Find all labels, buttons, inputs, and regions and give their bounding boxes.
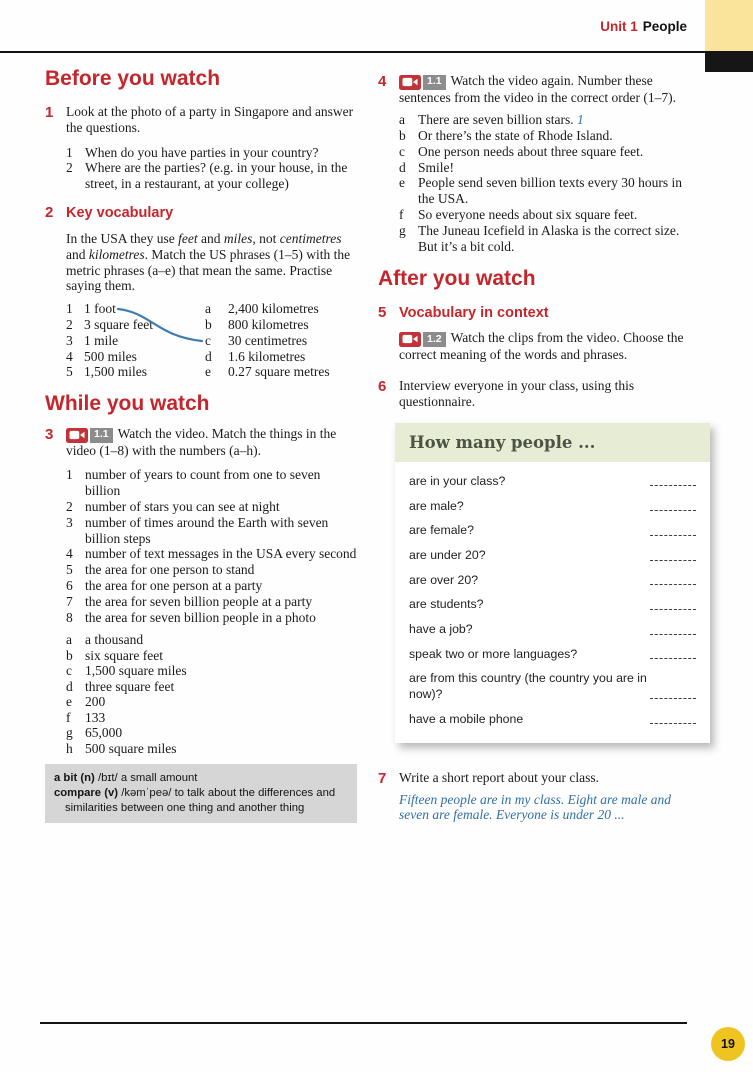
header-rule: [0, 51, 753, 53]
answer-line: [650, 608, 696, 610]
exercise-5: [378, 304, 693, 362]
exercise-4-instruction: 1.1 Watch the video again. Number these sentences from the video in the correct order (1–7).: [399, 73, 677, 105]
exercise-3-options: [66, 632, 357, 756]
video-camera-icon: [66, 428, 88, 443]
exercise-3-instruction: 1.1 Watch the video. Match the things in the video (1–8) with the numbers (a–h).: [66, 426, 337, 458]
exercise-7-instruction: Write a short report about your class.: [399, 769, 600, 785]
list-item: 7 the area for seven billion people at a party: [66, 593, 313, 609]
answer-line: [650, 633, 696, 635]
questionnaire-header: [395, 423, 710, 462]
questionnaire-row: are in your class?: [409, 469, 696, 494]
option-item: e 200: [66, 694, 106, 710]
answer-line: [650, 484, 696, 486]
exercise-3: [45, 426, 357, 756]
question-item: 1 When do you have parties in your country?: [66, 144, 319, 160]
section-title-before-you-watch: Before you watch: [45, 67, 221, 90]
matching-exercise: [66, 301, 357, 380]
list-item: 6 the area for one person at a party: [66, 578, 263, 594]
list-item: 8 the area for seven billion people in a photo: [66, 609, 316, 625]
match-row: 1 1 foot a 2,400 kilometres: [66, 301, 319, 317]
page-number-badge: [711, 1027, 745, 1061]
questionnaire-row: speak two or more languages?: [409, 642, 696, 667]
vocabulary-box: [45, 764, 357, 823]
vocab-entry: a bit (n) /bɪt/ a small amount: [54, 772, 198, 785]
list-item: 5 the area for one person to stand: [66, 562, 255, 578]
video-badge: [399, 75, 446, 90]
option-item: g 65,000: [66, 725, 123, 741]
video-camera-icon: [399, 332, 421, 347]
questionnaire-row: are from this country (the country you are in now)?: [409, 667, 696, 707]
exercise-number: 4: [378, 73, 387, 90]
questionnaire-body: [395, 462, 710, 742]
video-badge: [399, 332, 446, 347]
exercise-number: 3: [45, 426, 54, 444]
page-number: 19: [721, 1037, 735, 1051]
questionnaire-row: are under 20?: [409, 543, 696, 568]
section-title-after-you-watch: After you watch: [378, 267, 536, 291]
answer-line: [650, 559, 696, 561]
exercise-1: [45, 104, 357, 192]
option-item: d three square feet: [66, 678, 175, 694]
exercise-5-instruction: 1.2 Watch the clips from the video. Choose the correct meaning of the words and phrases.: [399, 330, 684, 362]
exercise-1-instruction: Look at the photo of a party in Singapore and answer the questions.: [66, 104, 354, 135]
list-item: 1 number of years to count from one to seven billion: [66, 467, 321, 499]
exercise-number: 5: [378, 304, 387, 322]
unit-tab-black: [705, 53, 753, 72]
sentence-item: a There are seven billion stars. 1: [399, 112, 584, 128]
sentence-item: g The Juneau Icefield in Alaska is the correct size. But it’s a bit cold.: [399, 222, 680, 254]
ipa: /kəmˈpeə/: [121, 787, 172, 800]
option-item: h 500 square miles: [66, 740, 177, 756]
questionnaire-title: How many people ...: [409, 433, 596, 453]
exercise-2: [45, 204, 357, 380]
exercise-4-items: [399, 112, 693, 254]
match-row: 5 1,500 miles e 0.27 square metres: [66, 364, 330, 380]
exercise-number: 7: [378, 769, 387, 787]
answer-line: [650, 697, 696, 699]
unit-title: People: [642, 19, 687, 34]
exercise-6: [378, 378, 693, 410]
ipa: /bɪt/: [97, 772, 118, 785]
list-item: 2 number of stars you can see at night: [66, 499, 280, 515]
right-column: [378, 68, 693, 823]
questionnaire-row: have a mobile phone: [409, 707, 696, 732]
option-item: c 1,500 square miles: [66, 663, 187, 679]
video-badge: [66, 428, 113, 443]
answer-line: [650, 657, 696, 659]
option-item: b six square feet: [66, 647, 163, 663]
answer-line: [650, 583, 696, 585]
option-item: a a thousand: [66, 632, 144, 648]
clip-number-badge: 1.2: [423, 332, 446, 347]
questionnaire-row: are male?: [409, 494, 696, 519]
questionnaire-card: [395, 423, 710, 742]
exercise-2-title: Key vocabulary: [66, 204, 174, 221]
sentence-item: d Smile!: [399, 159, 454, 175]
exercise-number: 1: [45, 104, 54, 121]
exercise-3-items: [66, 467, 357, 625]
exercise-4: [378, 73, 693, 254]
sentence-item: c One person needs about three square feet.: [399, 143, 644, 159]
questionnaire-row: have a job?: [409, 617, 696, 642]
unit-tab-yellow: [705, 0, 753, 51]
sentence-item: e People send seven billion texts every 30 hours in the USA.: [399, 175, 682, 207]
unit-header: [600, 19, 687, 34]
sentence-item: b Or there’s the state of Rhode Island.: [399, 128, 613, 144]
questionnaire-row: are students?: [409, 593, 696, 618]
section-title-while-you-watch: While you watch: [45, 392, 210, 416]
question-item: 2 Where are the parties? (e.g. in your house, in the street, in a restaurant, at your college): [66, 160, 348, 192]
questionnaire-row: are female?: [409, 519, 696, 544]
option-item: f 133: [66, 709, 106, 725]
answer-line: [650, 722, 696, 724]
list-item: 4 number of text messages in the USA every second: [66, 546, 357, 562]
unit-label: Unit 1: [600, 19, 638, 34]
questionnaire-row: are over 20?: [409, 568, 696, 593]
clip-number-badge: 1.1: [90, 428, 113, 443]
left-column: [45, 68, 357, 823]
exercise-6-instruction: Interview everyone in your class, using this questionnaire.: [399, 377, 635, 409]
exercise-number: 6: [378, 377, 387, 395]
vocab-entry: compare (v) /kəmˈpeə/ to talk about the differences and similarities between one thing and another thing: [54, 787, 336, 814]
match-row: 3 1 mile c 30 centimetres: [66, 332, 308, 348]
clip-number-badge: 1.1: [423, 75, 446, 90]
exercise-number: 2: [45, 203, 54, 221]
exercise-5-title: Vocabulary in context: [399, 305, 549, 322]
exercise-2-instruction: In the USA they use feet and miles, not centimetres and kilometres. Match the US phrases (1–5) with the metric phrases (a–e) that mean the same. Practise saying them.: [66, 230, 351, 294]
sentence-item: f So everyone needs about six square feet.: [399, 207, 638, 223]
model-answer: Fifteen people are in my class. Eight are male and seven are female. Everyone is under 20 ...: [399, 791, 671, 823]
answer-line: [650, 534, 696, 536]
match-row: 4 500 miles d 1.6 kilometres: [66, 348, 306, 364]
footer-rule: [40, 1022, 687, 1024]
example-answer: 1: [576, 112, 584, 128]
answer-line: [650, 509, 696, 511]
list-item: 3 number of times around the Earth with seven billion steps: [66, 514, 329, 546]
exercise-7: [378, 770, 693, 823]
video-camera-icon: [399, 75, 421, 90]
match-row: 2 3 square feet b 800 kilometres: [66, 316, 309, 332]
